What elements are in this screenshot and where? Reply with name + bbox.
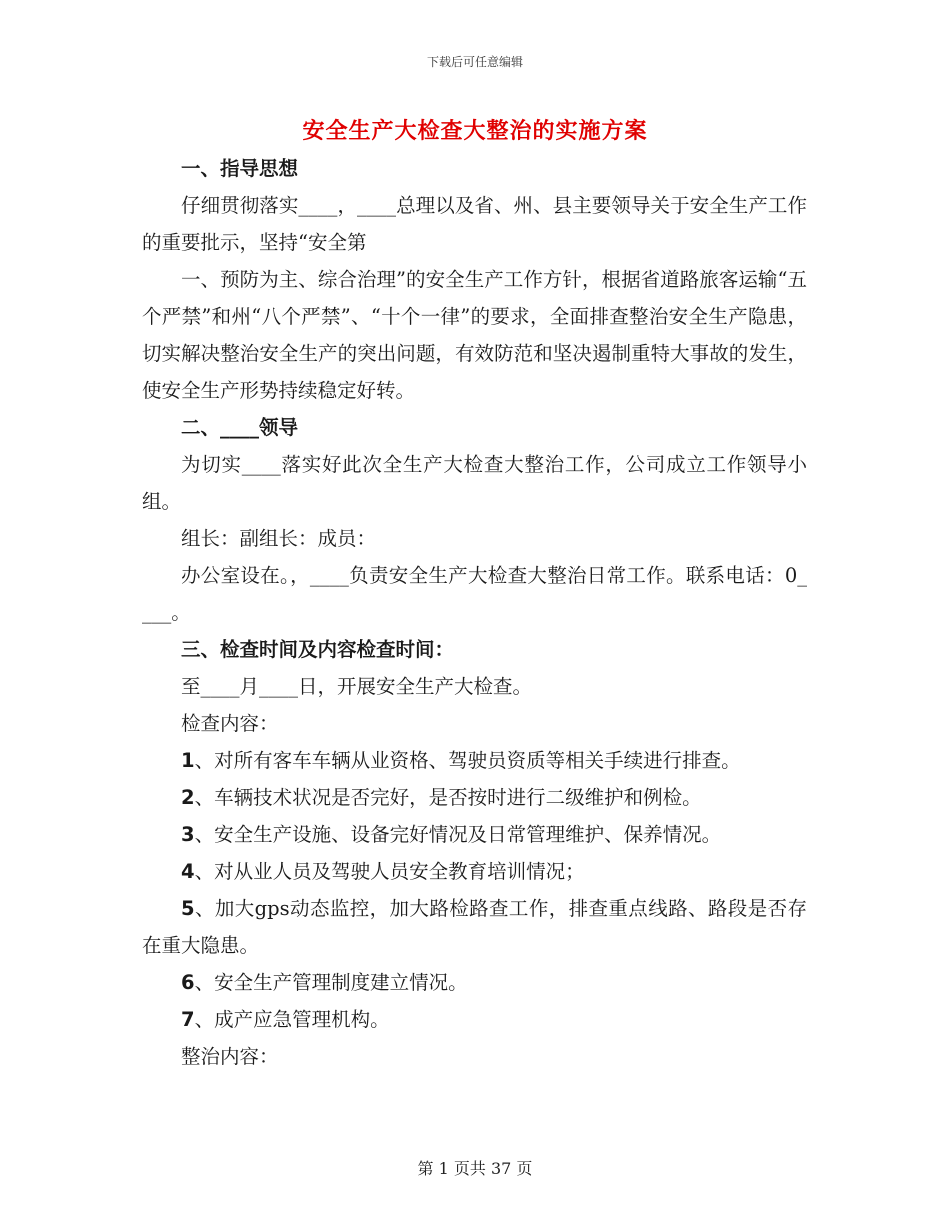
list-item-number: 2 bbox=[181, 786, 195, 809]
list-item-text: 、安全生产设施、设备完好情况及日常管理维护、保养情况。 bbox=[194, 823, 722, 846]
paragraph: 一、预防为主、综合治理”的安全生产工作方针，根据省道路旅客运输“五个严禁”和州“八个严禁”、“十个一律”的要求，全面排查整治安全生产隐患，切实解决整治安全生产的突出问题，有效防范和坚决遏制重特大事故的发生，使安全生产形势持续稳定好转。 bbox=[142, 268, 807, 402]
paragraph: 检查内容： bbox=[181, 712, 279, 735]
section-heading-inspection-time: 三、检查时间及内容检查时间： bbox=[181, 638, 455, 661]
paragraph: 仔细贯彻落实____，____总理以及省、州、县主要领导关于安全生产工作的重要批示，坚持“安全第 bbox=[142, 194, 807, 254]
paragraph: 至____月____日，开展安全生产大检查。 bbox=[181, 675, 533, 698]
list-item-text: 、对所有客车车辆从业资格、驾驶员资质等相关手续进行排查。 bbox=[194, 749, 741, 772]
list-item bbox=[142, 779, 807, 816]
list-item bbox=[142, 742, 807, 779]
paragraph: 办公室设在。，____负责安全生产大检查大整治日常工作。联系电话：0____。 bbox=[142, 564, 807, 624]
section-heading-leadership: 二、____领导 bbox=[181, 416, 299, 439]
list-item bbox=[142, 964, 807, 1001]
paragraph: 整治内容： bbox=[181, 1045, 279, 1068]
header-note: 下载后可任意编辑 bbox=[426, 55, 523, 69]
list-item-number: 4 bbox=[181, 860, 195, 883]
list-item bbox=[142, 890, 807, 964]
list-item-number: 5 bbox=[181, 897, 195, 920]
list-item bbox=[142, 853, 807, 890]
paragraph: 为切实____落实好此次全生产大检查大整治工作，公司成立工作领导小组。 bbox=[142, 453, 807, 513]
list-item bbox=[142, 1001, 807, 1038]
list-item-text: 、成产应急管理机构。 bbox=[194, 1008, 390, 1031]
list-item-number: 1 bbox=[181, 749, 195, 772]
list-item-text: 、车辆技术状况是否完好，是否按时进行二级维护和例检。 bbox=[194, 786, 702, 809]
list-item-number: 3 bbox=[181, 823, 195, 846]
document-body bbox=[142, 150, 807, 1075]
list-item-text: 、加大gps动态监控，加大路检路查工作，排查重点线路、路段是否存在重大隐患。 bbox=[142, 897, 807, 957]
document-title: 安全生产大检查大整治的实施方案 bbox=[302, 119, 648, 144]
list-item-number: 6 bbox=[181, 971, 195, 994]
list-item-number: 7 bbox=[181, 1008, 195, 1031]
list-item-text: 、安全生产管理制度建立情况。 bbox=[194, 971, 468, 994]
list-item bbox=[142, 816, 807, 853]
section-heading-guiding-ideology: 一、指导思想 bbox=[181, 157, 299, 180]
paragraph: 组长：副组长：成员： bbox=[181, 527, 377, 550]
list-item-text: 、对从业人员及驾驶人员安全教育培训情况； bbox=[194, 860, 585, 883]
page-number-footer: 第 1 页共 37 页 bbox=[417, 1159, 533, 1178]
